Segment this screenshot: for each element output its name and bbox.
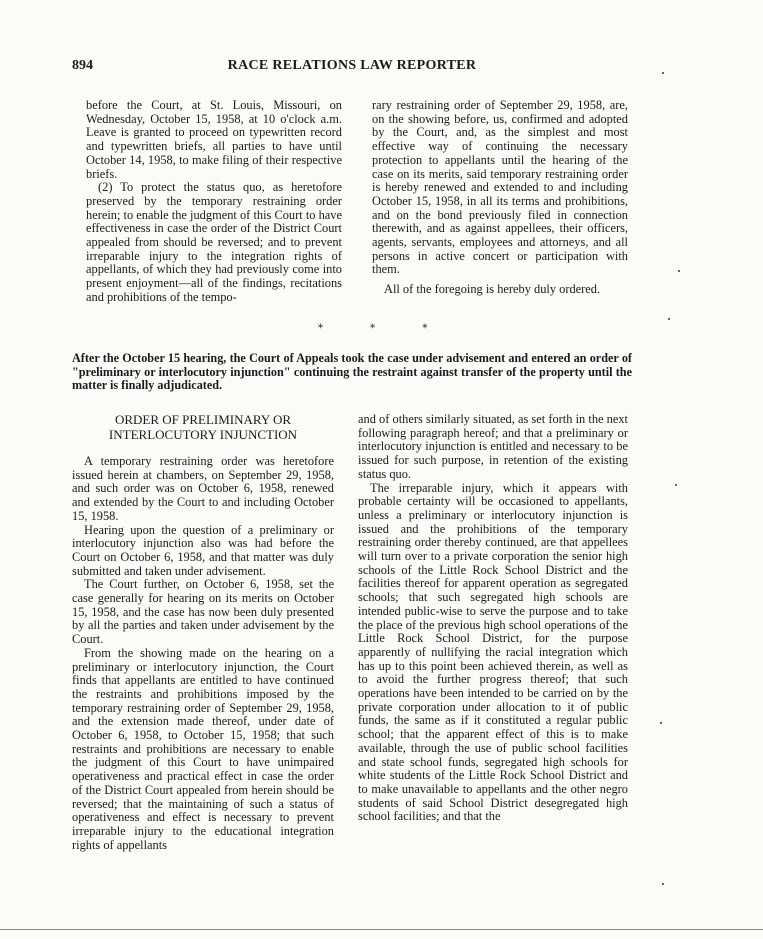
scan-speck xyxy=(662,72,664,74)
top-right-column xyxy=(372,99,628,297)
section-title-line: INTERLOCUTORY INJUNCTION xyxy=(108,426,298,442)
scan-speck xyxy=(662,883,664,885)
paragraph: The irreparable injury, which it appears with probable certainty will be occasioned to appellants, unless a preliminary or interlocutory injunction is issued and the prohibitions of the temporary restraining order thereby continued, are that appellees will turn over to a private corporation the senior high schools of the Little Rock School District and the facilities thereof for apparent operation as segregated schools; that such segregated high schools are intended public-wise to serve the purpose and to take the place of the previous high school operations of the Little Rock School District, for the purpose apparently of nullifying the racial integration which has up to this point been achieved therein, as well as to avoid the further progress thereof; that such operations have been intended to be carried on by the private corporation under allocation to it of public funds, the same as if it constituted a regular public school; that the apparent effect of this is to make available, through the use of public school facilities and state school funds, segregated high schools for white students of the Little Rock School District and to make unavailable to appellants and the other negro students of said School District desegregated high school facilities; and that the xyxy=(358,480,628,824)
paragraph: From the showing made on the hearing on a preliminary or interlocutory injunction, the Court finds that appellants are entitled to have continued the restraints and prohibitions imposed by the temporary restraining order of September 29, 1958, and the extension made thereof, under date of October 6, 1958, to October 15, 1958; that such restraints and prohibitions are necessary to enable the judgment of this Court to have unimpaired operativeness and practical effect in case the order of the District Court appealed from herein should be reversed; that the maintaining of such a status of operativeness and effect is necessary to prevent irreparable injury to the educational integration rights of appellants xyxy=(72,645,334,852)
scan-speck xyxy=(675,484,677,486)
section-title xyxy=(72,413,334,442)
section-title-line: ORDER OF PRELIMINARY OR xyxy=(114,412,292,427)
editor-note: After the October 15 hearing, the Court of Appeals took the case under advisement and entered an order of "preliminary or interlocutory injunction" continuing the restraint against transfer of the property until the matter is finally adjudicated. xyxy=(72,351,632,393)
page-number: 894 xyxy=(72,58,93,73)
bottom-right-column xyxy=(358,413,628,824)
paragraph: before the Court, at St. Louis, Missouri, on Wednesday, October 15, 1958, at 10 o'clock a.m. Leave is granted to proceed on typewritten record and typewritten briefs, all parties to have until October 14, 1958, to make filing of their respective briefs. xyxy=(86,98,342,181)
paragraph: and of others similarly situated, as set forth in the next following paragraph hereof; and that a preliminary or interlocutory injunction is entitled and necessary to be issued for such purpose, in retention of the existing status quo. xyxy=(358,412,628,481)
paragraph: The Court further, on October 6, 1958, set the case generally for hearing on its merits on October 15, 1958, and the case has now been duly presented by all the parties and taken under advisement by the Court. xyxy=(72,577,334,647)
page-header xyxy=(72,58,632,80)
running-title: RACE RELATIONS LAW REPORTER xyxy=(227,58,477,73)
paragraph: Hearing upon the question of a preliminary or interlocutory injunction also was had before the Court on October 6, 1958, and that matter was duly submitted and taken under advisement. xyxy=(72,522,334,578)
scan-speck xyxy=(660,722,662,724)
paragraph: A temporary restraining order was heretofore issued herein at chambers, on September 29, 1958, and such order was on October 6, 1958, renewed and extended by the Court to and including October 15, 1958. xyxy=(72,454,334,523)
scan-speck xyxy=(678,270,680,272)
paragraph: (2) To protect the status quo, as heretofore preserved by the temporary restraining order herein; to enable the judgment of this Court to have effectiveness in case the order of the District Court appealed from should be reversed; and to prevent irreparable injury to the integration rights of appellants, of which they had previously come into present enjoyment—all of the findings, recitations and prohibitions of the tempo- xyxy=(86,180,342,304)
scan-edge-line xyxy=(0,929,763,930)
section-separator: * * * xyxy=(318,323,450,334)
paragraph: rary restraining order of September 29, 1958, are, on the showing before, us, confirmed and adopted by the Court, and, as the simplest and most effective way of continuing the necessary protection to appellants until the hearing of the case on its merits, said temporary restraining order is hereby renewed and extended to and including October 15, 1958, in all its terms and prohibitions, and on the bond previously filed in connection therewith, and as against appellees, their officers, agents, servants, employees and attorneys, and all persons in active concert or participation with them. xyxy=(372,98,628,277)
scan-speck xyxy=(668,318,670,320)
closing-paragraph: All of the foregoing is hereby duly ordered. xyxy=(384,282,601,297)
bottom-left-column xyxy=(72,413,334,852)
top-left-column xyxy=(86,99,342,305)
